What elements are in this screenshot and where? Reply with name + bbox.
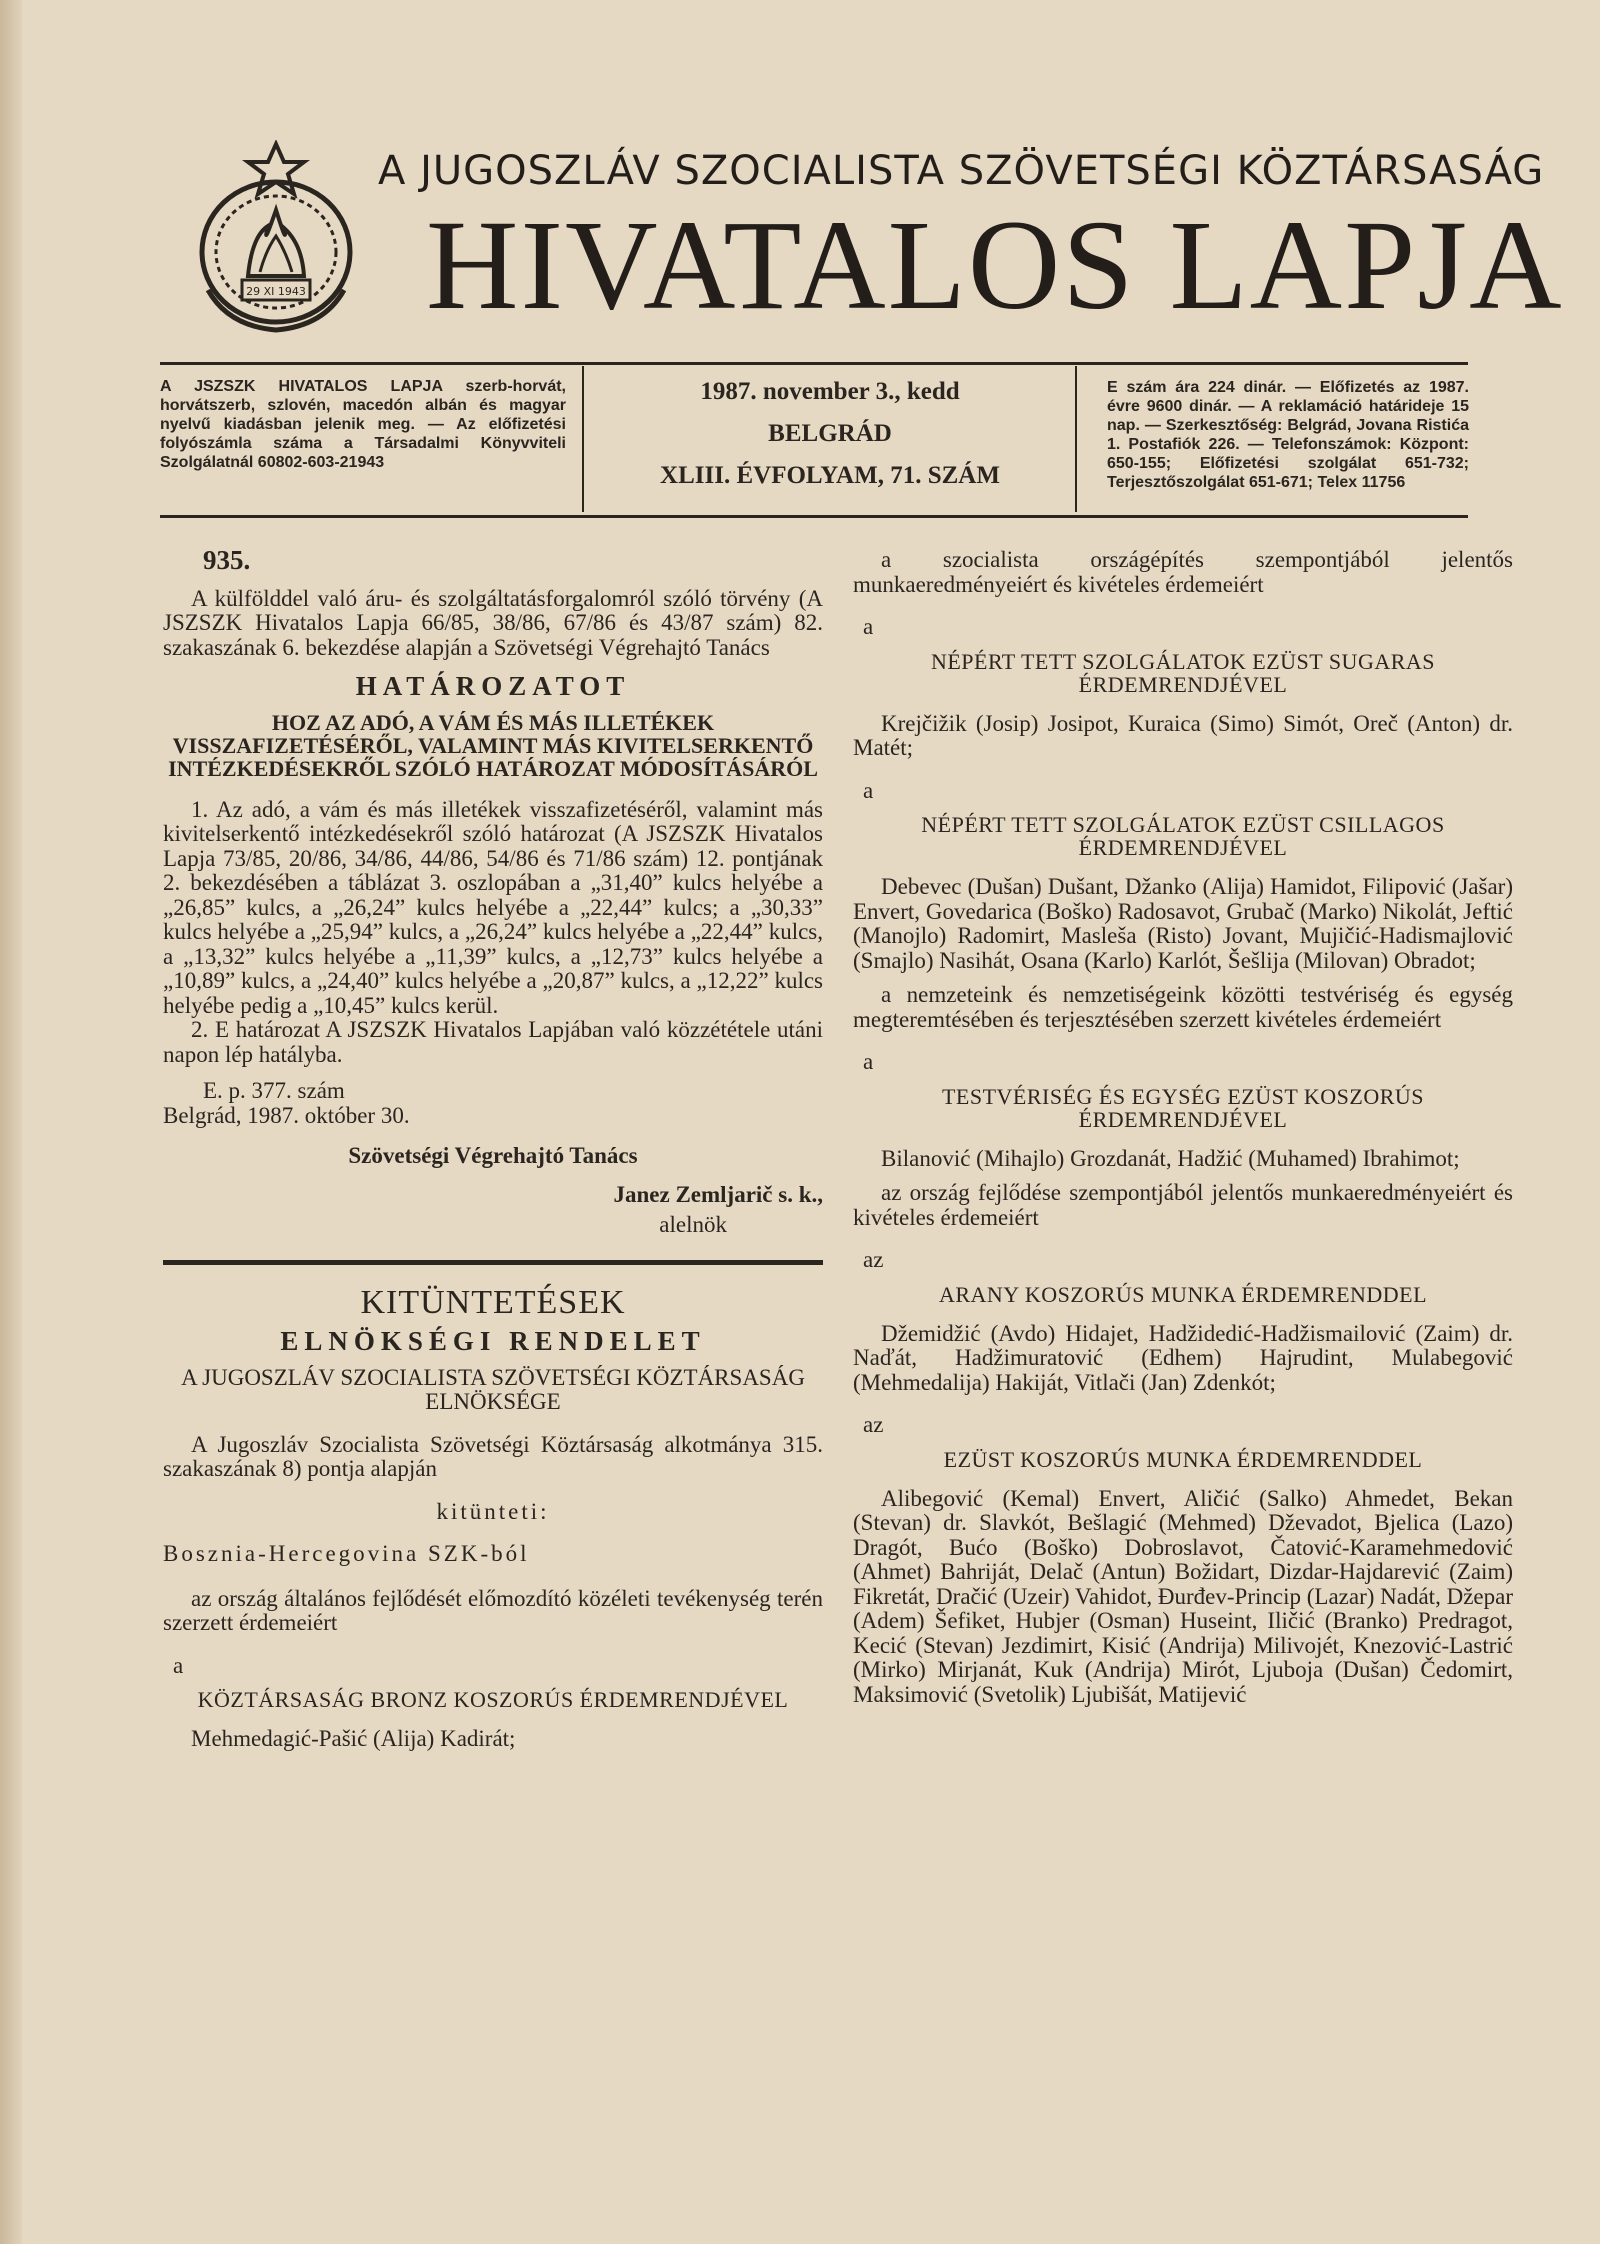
decision-heading: HATÁROZATOT [355,671,631,701]
legal-basis: A Jugoszláv Szocialista Szövetségi Köztársaság alkotmánya 315. szakaszának 8) pontja alapján [163,1431,823,1481]
republic-name: Bosznia-Hercegovina SZK-ból [163,1541,530,1566]
names-5: Džemidžić (Avdo) Hidajet, Hadžidedić-Hadžismailović (Zaim) dr. Naďát, Hadžimuratović (Edhem) Hajrudint, Mulabegović (Mehmedalija) Hakiját, Vitlači (Jan) Zdenkót; [853,1320,1513,1395]
merit-1: az ország általános fejlődését előmozdító közéleti tevékenység terén szerzett érdemeiért [163,1585,823,1635]
masthead-title: HIVATALOS LAPJA [426,194,1564,336]
award-3: NÉPÉRT TETT SZOLGÁLATOK EZÜST CSILLAGOS ÉRDEMRENDJÉVEL [921,812,1445,860]
merit-4: a nemzeteink és nemzetiségeink közötti testvériség és egység megteremtésében és terjesztésében szerzett kivételes érdemeiért [853,982,1513,1032]
article-4: a [863,1049,874,1074]
names-4: Bilanović (Mihajlo) Grozdanát, Hadžić (Muhamed) Ibrahimot; [881,1145,1460,1171]
article-5: az [863,1247,884,1272]
coat-of-arms-icon [188,140,364,336]
award-6: EZÜST KOSZORÚS MUNKA ÉRDEMRENDDEL [943,1446,1423,1472]
left-column [163,545,823,1762]
merit-5: az ország fejlődése szempontjából jelentős munkaeredményeiért és kivételes érdemeiért [853,1180,1513,1230]
article-2: a [863,614,874,639]
awards-verb: kitünteti: [436,1498,550,1524]
decision-intro: A külfölddel való áru- és szolgáltatásforgalomról szóló törvény (A JSZSZK Hivatalos Lapja 66/85, 38/86, 67/86 és 43/87 szám) 82. szakaszának 6. bekezdése alapján a Szövetségi Végrehajtó Tanács [163,585,823,660]
place-and-date: Belgrád, 1987. október 30. [163,1102,410,1128]
reference-number: E. p. 377. szám [203,1078,345,1103]
decree-heading: ELNÖKSÉGI RENDELET [280,1326,706,1356]
names-2: Krejčižik (Josip) Josipot, Kuraica (Simo) Simót, Oreč (Anton) dr. Matét; [853,710,1513,760]
merit-2: a szocialista országépítés szempontjából jelentős munkaeredményeiért és kivételes érdemeiért [853,547,1513,597]
award-2: NÉPÉRT TETT SZOLGÁLATOK EZÜST SUGARAS ÉRDEMRENDJÉVEL [930,648,1436,697]
award-1: KÖZTÁRSASÁG BRONZ KOSZORÚS ÉRDEMRENDJÉVEL [197,1687,789,1712]
decision-point-1: 1. Az adó, a vám és más illetékek visszafizetéséről, valamint más kivitelserkentő intézkedésekről szóló határozat (A JSZSZK Hivatalos Lapja 73/85, 20/86, 34/86, 44/86, 54/86 és 71/86 szám) 12. pontjának 2. bekezdésében a táblázat 3. oszlopában a „31,40” kulcs helyébe a „26,85” kulcs, a „26,24” kulcs helyébe a „22,44” kulcs; a „30,33” kulcs helyébe a „25,94” kulcs, a „26,24” kulcs helyébe a „22,44” kulcs, a „13,32” kulcs helyébe a „11,39” kulcs, a „12,73” kulcs helyébe a „10,89” kulcs, a „24,40” kulcs helyébe a „20,87” kulcs, a „12,22” kulcs helyébe pedig a „10,45” kulcs kerül. [163,796,823,1018]
publication-info: A JSZSZK HIVATALOS LAPJA szerb-horvát, horvátszerb, szlovén, macedón albán és magyar nyelvű kiadásban jelenik meg. — Az előfizetési folyószámla száma a Társadalmi Könyvviteli Szolgálatnál 60802-603-21943 [160,378,566,471]
article-6: az [863,1412,884,1437]
page-spine [0,0,22,2244]
issue-info [600,378,1060,504]
item-number: 935. [203,545,251,575]
price-info: E szám ára 224 dinár. — Előfizetés az 1987. évre 9600 dinár. — A reklamáció határideje 15 nap. — Szerkesztőség: Belgrád, Jovana Ristića 1. Postafiók 226. — Telefonszámok: Központ: 650-155; Előfizetési szolgálat 651-732; Terjesztőszolgálat 651-671; Telex 11756 [1107,379,1469,491]
names-6: Alibegović (Kemal) Envert, Aličić (Salko) Ahmedet, Bekan (Stevan) dr. Slavkót, Bešlagić (Mehmed) Dževadot, Bjelica (Lazo) Dragót, Bućo (Boško) Dobroslavot, Čatović-Karamehmedović (Ahmet) Bahriját, Delač (Antun) Božidart, Dizdar-Hajdarević (Zaim) Fikretát, Dračić (Uzeir) Vahidot, Đurđev-Princip (Lazar) Nadát, Džepar (Adem) Šefiket, Hubjer (Osman) Huseint, Iličić (Branko) Predragot, Kecić (Stevan) Jezdimirt, Kisić (Andrija) Milivojét, Knezović-Lastrić (Mirko) Mirjanát, Kuk (Andrija) Mirót, Ljuboja (Dušan) Čedomirt, Maksimović (Svetolik) Ljubišát, Matijević [853,1485,1513,1707]
council-name: Szövetségi Végrehajtó Tanács [348,1143,638,1168]
section-title: KITÜNTETÉSEK [360,1283,626,1321]
header-rule-bottom [160,515,1468,518]
right-column [853,548,1513,1717]
header-divider-right [1075,366,1077,512]
signer-role: alelnök [659,1212,727,1237]
award-4: TESTVÉRISÉG ÉS EGYSÉG EZÜST KOSZORÚS ÉRDEMRENDJÉVEL [941,1083,1425,1132]
header-divider-left [582,366,584,512]
award-5: ARANY KOSZORÚS MUNKA ÉRDEMRENDDEL [938,1281,1428,1307]
issue-city: BELGRÁD [768,420,892,447]
section-divider [163,1260,823,1265]
decision-point-2: 2. E határozat A JSZSZK Hivatalos Lapjában való közzététele utáni napon lép hatályba. [163,1017,823,1067]
presidency-heading: A JUGOSZLÁV SZOCIALISTA SZÖVETSÉGI KÖZTÁRSASÁG ELNÖKSÉGE [181,1364,805,1414]
names-1: Mehmedagić-Pašić (Alija) Kadirát; [191,1726,516,1751]
names-3: Debevec (Dušan) Dušant, Džanko (Alija) Hamidot, Filipović (Jašar) Envert, Govedarica (Boško) Radosavot, Grubač (Marko) Nikolát, Jeftić (Manojlo) Radomirt, Masleša (Risto) Jovant, Mujičić-Hadismajlović (Smajlo) Nasihát, Osana (Karlo) Karlót, Šešlija (Milovan) Obradot; [853,874,1513,973]
decision-title: HOZ AZ ADÓ, A VÁM ÉS MÁS ILLETÉKEK VISSZAFIZETÉSÉRŐL, VALAMINT MÁS KIVITELSERKENTŐ INTÉZKEDÉSEKRŐL SZÓLÓ HATÁROZAT MÓDOSÍTÁSÁRÓL [168,709,818,781]
emblem-date: 29 XI 1943 [246,285,306,298]
article-1: a [173,1652,184,1678]
signer-name: Janez Zemljarič s. k., [613,1181,823,1207]
masthead-subtitle: A JUGOSZLÁV SZOCIALISTA SZÖVETSÉGI KÖZTÁRSASÁG [378,148,1545,194]
issue-volume: XLIII. ÉVFOLYAM, 71. SZÁM [660,462,1000,489]
header-rule-top [160,362,1468,365]
issue-date: 1987. november 3., kedd [700,378,960,405]
article-3: a [863,777,874,803]
